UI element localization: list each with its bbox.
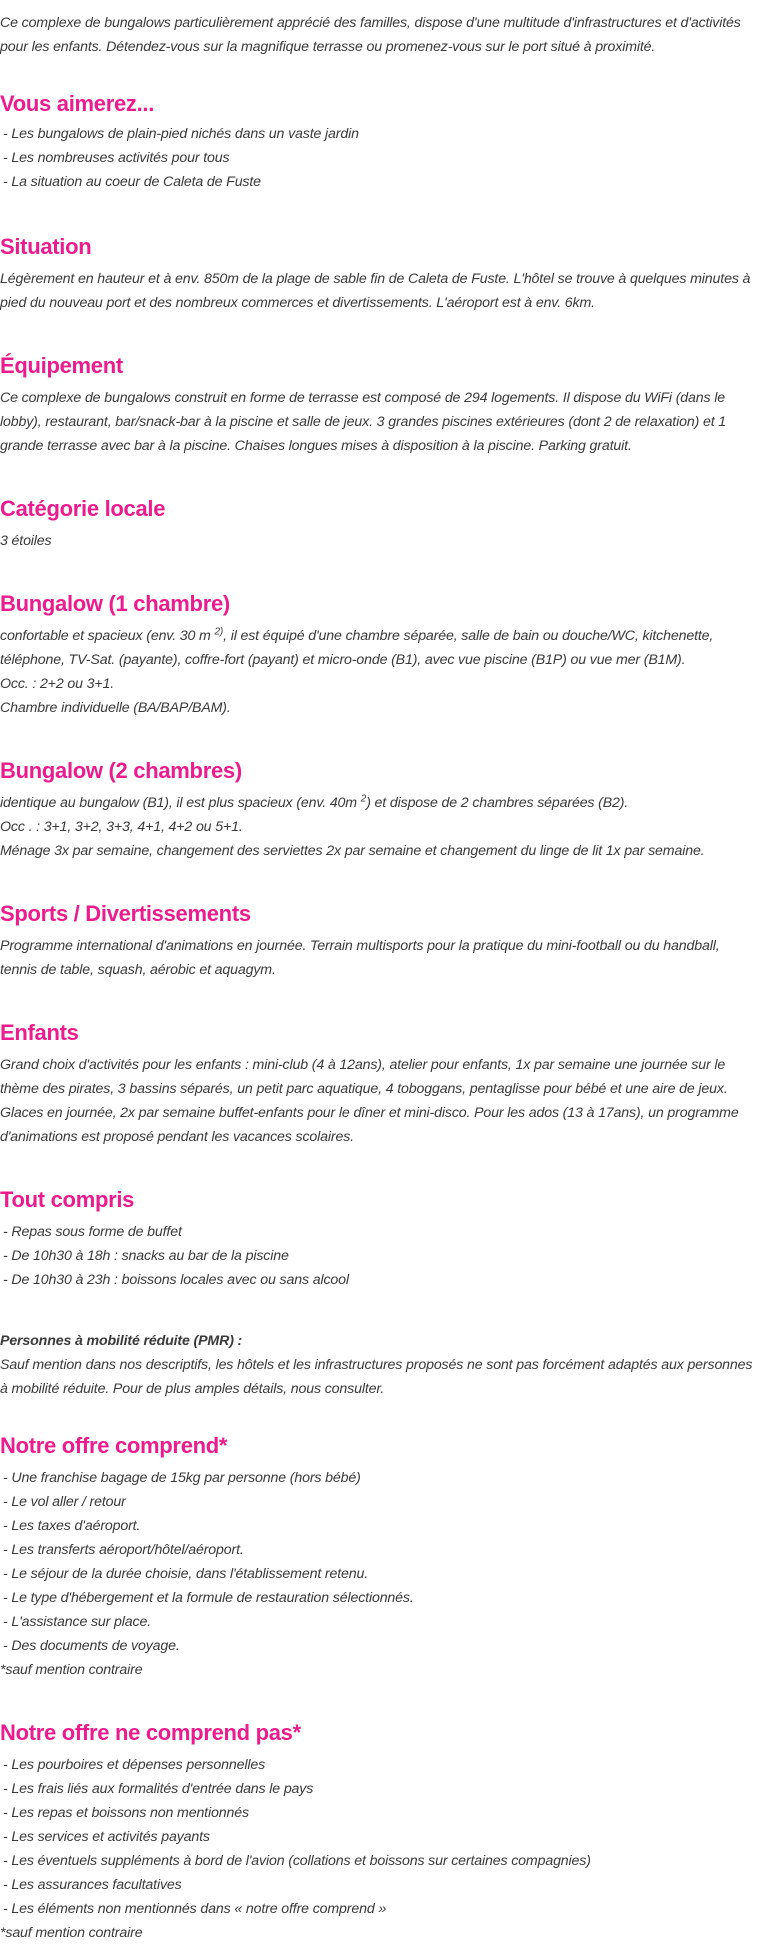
offre-comprend-note: *sauf mention contraire [0,1662,143,1678]
list-item: - Les assurances facultatives [3,1877,182,1893]
vous-aimerez-heading: Vous aimerez... [0,91,155,116]
intro-section [0,11,758,59]
bungalow2-heading: Bungalow (2 chambres) [0,758,242,783]
bungalow2-section [0,756,758,863]
offre-ne-comprend-note: *sauf mention contraire [0,1925,143,1941]
list-item: - Le vol aller / retour [3,1494,126,1510]
vous-aimerez-list [0,122,758,194]
offre-ne-comprend-section [0,1718,758,1945]
list-item: - Une franchise bagage de 15kg par personne (hors bébé) [3,1470,361,1486]
situation-text: Légèrement en hauteur et à env. 850m de la plage de sable fin de Caleta de Fuste. L'hôtel se trouve à quelques minutes à pied du nouveau port et des nombreux commerces et divertissements. L'aéroport est à env. 6km. [0,271,751,311]
equipement-text: Ce complexe de bungalows construit en forme de terrasse est composé de 294 logements. Il dispose du WiFi (dans le lobby), restaurant, bar/snack-bar à la piscine et salle de jeux. 3 grandes piscines extérieures (dont 2 de relaxation) et 1 grande terrasse avec bar à la piscine. Chaises longues mises à disposition à la piscine. Parking gratuit. [0,390,727,454]
pmr-label: Personnes à mobilité réduite (PMR) : [0,1333,243,1349]
list-item: - Le type d'hébergement et la formule de restauration sélectionnés. [3,1590,414,1606]
enfants-heading: Enfants [0,1020,79,1045]
bungalow1-sup: 2) [214,626,224,638]
bungalow2-text-b: ) et dispose de 2 chambres séparées (B2). [366,795,629,811]
list-item: - La situation au coeur de Caleta de Fuste [3,174,261,190]
list-item: - Les taxes d'aéroport. [3,1518,141,1534]
bungalow1-description [0,624,758,672]
list-item: - Les nombreuses activités pour tous [3,150,230,166]
situation-section [0,232,758,315]
bungalow2-occupancy: Occ . : 3+1, 3+2, 3+3, 4+1, 4+2 ou 5+1. [0,819,243,835]
offre-comprend-list [0,1466,758,1658]
list-item: - Les pourboires et dépenses personnelles [3,1757,266,1773]
list-item: - Les frais liés aux formalités d'entrée dans le pays [3,1781,314,1797]
bungalow1-single: Chambre individuelle (BA/BAP/BAM). [0,700,231,716]
bungalow2-description [0,791,758,815]
categorie-section [0,494,758,553]
tout-compris-section [0,1185,758,1292]
list-item: - De 10h30 à 23h : boissons locales avec ou sans alcool [3,1272,349,1288]
sports-section [0,899,758,982]
bungalow2-housekeeping: Ménage 3x par semaine, changement des serviettes 2x par semaine et changement du linge de lit 1x par semaine. [0,843,705,859]
list-item: - Des documents de voyage. [3,1638,180,1654]
sports-heading: Sports / Divertissements [0,901,251,926]
bungalow1-text-b: , il est équipé d'une chambre séparée, salle de bain ou douche/WC, kitchenette, téléphone, TV-Sat. (payante), coffre-fort (payant) et micro-onde (B1), avec vue piscine (B1P) ou vue mer (B1M). [0,628,714,668]
bungalow2-text-a: identique au bungalow (B1), il est plus spacieux (env. 40m [0,795,361,811]
bungalow2-sup: 2 [360,793,367,805]
pmr-section [0,1329,758,1401]
bungalow1-section [0,589,758,720]
list-item: - Le séjour de la durée choisie, dans l'établissement retenu. [3,1566,369,1582]
enfants-section [0,1018,758,1149]
intro-text: Ce complexe de bungalows particulièrement apprécié des familles, dispose d'une multitude d'infrastructures et d'activités pour les enfants. Détendez-vous sur la magnifique terrasse ou promenez-vous sur le port situé à proximité. [0,15,741,55]
list-item: - Repas sous forme de buffet [3,1224,182,1240]
equipement-heading: Équipement [0,353,123,378]
list-item: - Les services et activités payants [3,1829,210,1845]
sports-text: Programme international d'animations en journée. Terrain multisports pour la pratique du mini-football ou du handball, tennis de table, squash, aérobic et aquagym. [0,938,720,978]
tout-compris-heading: Tout compris [0,1187,135,1212]
pmr-text: Sauf mention dans nos descriptifs, les hôtels et les infrastructures proposés ne sont pas forcément adaptés aux personnes à mobilité réduite. Pour de plus amples détails, nous consulter. [0,1357,753,1397]
offre-comprend-heading: Notre offre comprend* [0,1433,228,1458]
categorie-text: 3 étoiles [0,533,52,549]
offre-ne-comprend-list [0,1753,758,1921]
categorie-heading: Catégorie locale [0,496,166,521]
list-item: - Les éventuels suppléments à bord de l'avion (collations et boissons sur certaines compagnies) [3,1853,591,1869]
list-item: - De 10h30 à 18h : snacks au bar de la piscine [3,1248,289,1264]
bungalow1-text-a: confortable et spacieux (env. 30 m [0,628,215,644]
tout-compris-list [0,1220,758,1292]
list-item: - Les éléments non mentionnés dans « notre offre comprend » [3,1901,387,1917]
bungalow1-occupancy: Occ. : 2+2 ou 3+1. [0,676,115,692]
list-item: - L'assistance sur place. [3,1614,151,1630]
list-item: - Les transferts aéroport/hôtel/aéroport. [3,1542,244,1558]
situation-heading: Situation [0,234,92,259]
enfants-text: Grand choix d'activités pour les enfants : mini-club (4 à 12ans), atelier pour enfants, 1x par semaine une journée sur le thème des pirates, 3 bassins séparés, un petit parc aquatique, 4 toboggans, pentaglisse pour bébé et une aire de jeux. Glaces en journée, 2x par semaine buffet-enfants pour le dîner et mini-disco. Pour les ados (13 à 17ans), un programme d'animations est proposé pendant les vacances scolaires. [0,1057,739,1145]
list-item: - Les bungalows de plain-pied nichés dans un vaste jardin [3,126,359,142]
offre-ne-comprend-heading: Notre offre ne comprend pas* [0,1720,301,1745]
bungalow1-heading: Bungalow (1 chambre) [0,591,230,616]
equipement-section [0,351,758,458]
list-item: - Les repas et boissons non mentionnés [3,1805,249,1821]
offre-comprend-section [0,1431,758,1682]
vous-aimerez-section [0,89,758,194]
